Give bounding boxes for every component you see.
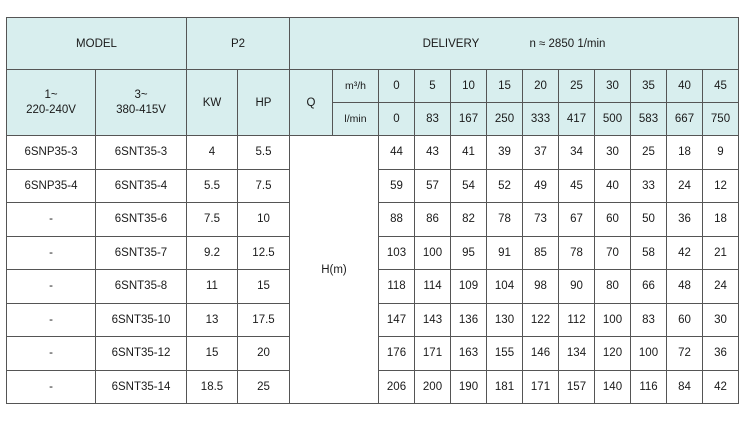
head-value: 85	[523, 236, 559, 270]
three-phase-header	[96, 70, 187, 136]
head-value: 66	[631, 270, 667, 304]
header-row-1	[7, 18, 739, 70]
single-phase-model: -	[7, 270, 96, 304]
head-value: 45	[559, 169, 595, 203]
power-kw: 7.5	[187, 203, 238, 237]
flow-lmin: 0	[379, 103, 415, 136]
three-phase-model: 6SNT35-10	[96, 303, 187, 337]
flow-lmin: 83	[415, 103, 451, 136]
power-hp: 20	[238, 337, 290, 371]
head-value: 33	[631, 169, 667, 203]
flow-m3h: 35	[631, 70, 667, 103]
head-value: 90	[559, 270, 595, 304]
head-value: 50	[631, 203, 667, 237]
head-value: 176	[379, 337, 415, 371]
three-phase-model: 6SNT35-8	[96, 270, 187, 304]
speed-label: n ≈ 2850 1/min	[529, 37, 606, 50]
head-value: 104	[487, 270, 523, 304]
power-kw: 15	[187, 337, 238, 371]
three-phase-voltage: 380-415V	[116, 103, 166, 116]
head-value: 190	[451, 370, 487, 404]
head-value: 171	[415, 337, 451, 371]
three-phase-model: 6SNT35-12	[96, 337, 187, 371]
head-value: 146	[523, 337, 559, 371]
head-value: 58	[631, 236, 667, 270]
head-value: 73	[523, 203, 559, 237]
head-value: 147	[379, 303, 415, 337]
head-value: 34	[559, 136, 595, 170]
three-phase-model: 6SNT35-6	[96, 203, 187, 237]
head-value: 70	[595, 236, 631, 270]
head-value: 157	[559, 370, 595, 404]
delivery-label: DELIVERY	[422, 37, 480, 50]
head-value: 114	[415, 270, 451, 304]
head-value: 100	[595, 303, 631, 337]
power-hp: 5.5	[238, 136, 290, 170]
flow-m3h: 45	[703, 70, 739, 103]
power-hp: 25	[238, 370, 290, 404]
three-phase-model: 6SNT35-14	[96, 370, 187, 404]
delivery-header	[290, 18, 739, 70]
flow-lmin: 167	[451, 103, 487, 136]
head-value: 143	[415, 303, 451, 337]
unit-lmin: l/min	[333, 103, 379, 136]
head-value: 100	[415, 236, 451, 270]
flow-lmin: 250	[487, 103, 523, 136]
power-hp: 10	[238, 203, 290, 237]
head-value: 83	[631, 303, 667, 337]
kw-header: KW	[187, 70, 238, 136]
head-value: 25	[631, 136, 667, 170]
single-phase-model: -	[7, 236, 96, 270]
flow-lmin: 750	[703, 103, 739, 136]
pump-performance-table	[6, 17, 739, 404]
single-phase-model: -	[7, 337, 96, 371]
head-value: 40	[595, 169, 631, 203]
three-phase-model: 6SNT35-3	[96, 136, 187, 170]
power-hp: 7.5	[238, 169, 290, 203]
head-value: 9	[703, 136, 739, 170]
head-value: 118	[379, 270, 415, 304]
flow-lmin: 500	[595, 103, 631, 136]
head-value: 57	[415, 169, 451, 203]
head-value: 134	[559, 337, 595, 371]
single-phase-symbol: 1~	[44, 88, 58, 101]
head-value: 24	[667, 169, 703, 203]
power-kw: 4	[187, 136, 238, 170]
three-phase-symbol: 3~	[134, 88, 148, 101]
head-value: 52	[487, 169, 523, 203]
head-value: 59	[379, 169, 415, 203]
flow-m3h: 5	[415, 70, 451, 103]
head-value: 36	[703, 337, 739, 371]
head-value: 18	[703, 203, 739, 237]
head-value: 86	[415, 203, 451, 237]
head-value: 136	[451, 303, 487, 337]
flow-lmin: 667	[667, 103, 703, 136]
single-phase-model: -	[7, 370, 96, 404]
head-value: 37	[523, 136, 559, 170]
head-value: 181	[487, 370, 523, 404]
flow-m3h: 15	[487, 70, 523, 103]
power-kw: 9.2	[187, 236, 238, 270]
head-value: 78	[559, 236, 595, 270]
head-value: 44	[379, 136, 415, 170]
power-hp: 17.5	[238, 303, 290, 337]
head-value: 163	[451, 337, 487, 371]
head-value: 30	[703, 303, 739, 337]
head-value: 30	[595, 136, 631, 170]
head-value: 103	[379, 236, 415, 270]
head-value: 41	[451, 136, 487, 170]
flow-lmin: 583	[631, 103, 667, 136]
head-value: 67	[559, 203, 595, 237]
power-kw: 5.5	[187, 169, 238, 203]
head-value: 60	[667, 303, 703, 337]
power-kw: 13	[187, 303, 238, 337]
head-value: 171	[523, 370, 559, 404]
head-value: 49	[523, 169, 559, 203]
single-phase-model: -	[7, 203, 96, 237]
head-value: 130	[487, 303, 523, 337]
head-value: 122	[523, 303, 559, 337]
single-phase-model: -	[7, 303, 96, 337]
head-label: H(m)	[290, 136, 379, 404]
flow-m3h: 10	[451, 70, 487, 103]
model-header: MODEL	[7, 18, 187, 70]
head-value: 200	[415, 370, 451, 404]
head-value: 36	[667, 203, 703, 237]
single-phase-voltage: 220-240V	[26, 103, 76, 116]
head-value: 24	[703, 270, 739, 304]
head-value: 78	[487, 203, 523, 237]
flow-m3h: 40	[667, 70, 703, 103]
head-value: 140	[595, 370, 631, 404]
flow-lmin: 417	[559, 103, 595, 136]
power-hp: 12.5	[238, 236, 290, 270]
head-value: 84	[667, 370, 703, 404]
head-value: 60	[595, 203, 631, 237]
head-value: 120	[595, 337, 631, 371]
head-value: 206	[379, 370, 415, 404]
flow-m3h: 20	[523, 70, 559, 103]
head-value: 112	[559, 303, 595, 337]
q-header: Q	[290, 70, 333, 136]
head-value: 21	[703, 236, 739, 270]
head-value: 80	[595, 270, 631, 304]
head-value: 43	[415, 136, 451, 170]
flow-m3h: 25	[559, 70, 595, 103]
head-value: 98	[523, 270, 559, 304]
head-value: 48	[667, 270, 703, 304]
head-value: 155	[487, 337, 523, 371]
flow-m3h-row	[7, 70, 739, 103]
head-value: 39	[487, 136, 523, 170]
power-hp: 15	[238, 270, 290, 304]
head-value: 42	[667, 236, 703, 270]
head-value: 95	[451, 236, 487, 270]
head-value: 54	[451, 169, 487, 203]
head-value: 42	[703, 370, 739, 404]
p2-header: P2	[187, 18, 290, 70]
head-value: 12	[703, 169, 739, 203]
flow-m3h: 30	[595, 70, 631, 103]
power-kw: 18.5	[187, 370, 238, 404]
head-value: 88	[379, 203, 415, 237]
head-value: 91	[487, 236, 523, 270]
head-value: 109	[451, 270, 487, 304]
flow-lmin: 333	[523, 103, 559, 136]
head-value: 116	[631, 370, 667, 404]
single-phase-model: 6SNP35-4	[7, 169, 96, 203]
power-kw: 11	[187, 270, 238, 304]
flow-m3h: 0	[379, 70, 415, 103]
head-value: 100	[631, 337, 667, 371]
unit-m3h: m³/h	[333, 70, 379, 103]
head-value: 82	[451, 203, 487, 237]
table-row	[7, 136, 739, 170]
single-phase-header	[7, 70, 96, 136]
hp-header: HP	[238, 70, 290, 136]
three-phase-model: 6SNT35-7	[96, 236, 187, 270]
head-value: 72	[667, 337, 703, 371]
single-phase-model: 6SNP35-3	[7, 136, 96, 170]
three-phase-model: 6SNT35-4	[96, 169, 187, 203]
head-value: 18	[667, 136, 703, 170]
